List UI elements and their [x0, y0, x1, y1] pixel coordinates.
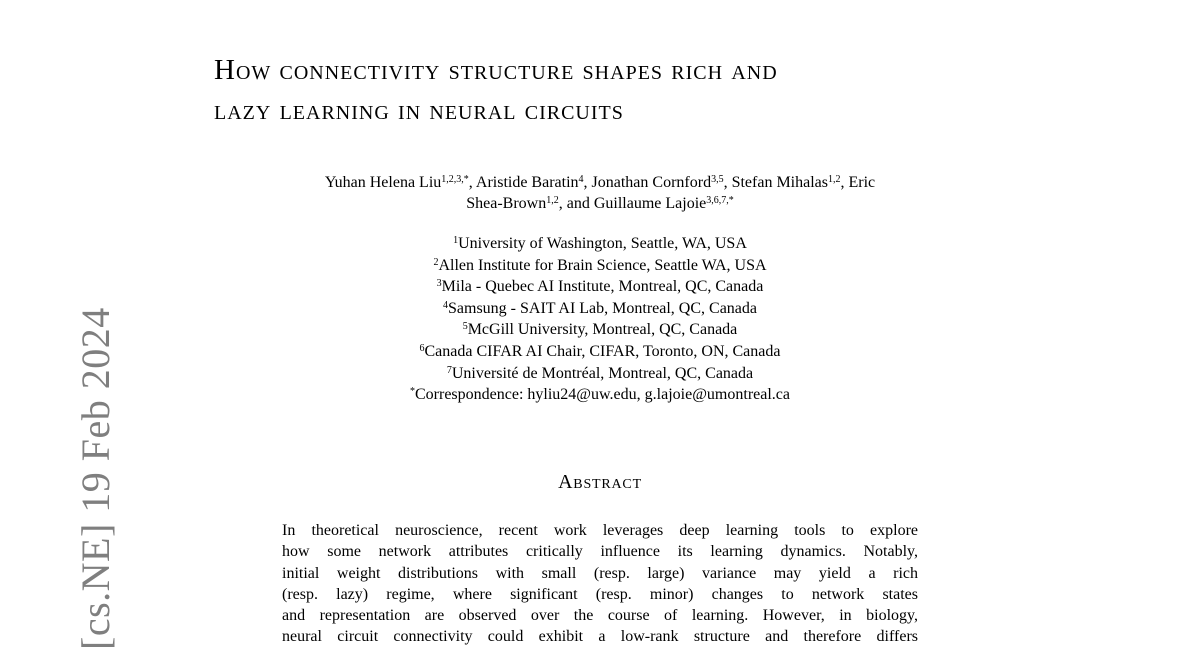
affil-mark: 5 — [462, 321, 468, 333]
affil-text: Allen Institute for Brain Science, Seattle WA, USA — [438, 256, 767, 274]
affil-mark: 7 — [446, 364, 452, 376]
affil-text: Samsung - SAIT AI Lab, Montreal, QC, Canada — [448, 299, 757, 317]
author-line-2 — [200, 193, 1000, 214]
arxiv-side-stamp — [28, 307, 118, 650]
title-line-1: How connectivity structure shapes rich and — [214, 54, 778, 86]
abstract-line: In theoretical neuroscience, recent work leverages deep learning tools to explore — [282, 522, 918, 539]
author-affil-mark: 1,2,3,* — [441, 174, 469, 185]
affil-text: University of Washington, Seattle, WA, USA — [458, 235, 747, 252]
author-affil-mark: 1,2 — [546, 195, 559, 206]
abstract-heading: Abstract — [558, 471, 642, 493]
title-line-2: lazy learning in neural circuits — [214, 94, 624, 126]
author-name: , Jonathan Cornford — [583, 174, 712, 191]
affil-mark: 2 — [433, 256, 439, 268]
abstract-line: (resp. lazy) regime, where significant (resp. minor) changes to network states — [282, 585, 918, 603]
affil-text: Canada CIFAR AI Chair, CIFAR, Toronto, ON, Canada — [424, 342, 781, 360]
affil-text: Correspondence: hyliu24@uw.edu, g.lajoie@umontreal.ca — [415, 386, 790, 404]
abstract-line: initial weight distributions with small (resp. large) variance may yield a rich — [282, 564, 918, 582]
abstract-line: neural circuit connectivity could exhibit a low-rank structure and therefore differs — [282, 628, 918, 646]
affil-text: McGill University, Montreal, QC, Canada — [467, 321, 738, 339]
affil-mark: 1 — [453, 235, 459, 246]
paper-title — [214, 50, 1034, 130]
abstract-line: how some network attributes critically influence its learning dynamics. Notably, — [282, 543, 918, 561]
author-affil-mark: 3,5 — [711, 174, 724, 185]
affil-mark: 4 — [443, 299, 448, 311]
affil-mark: 6 — [419, 342, 425, 354]
author-name: , and Guillaume Lajoie — [558, 195, 707, 212]
affiliation-list — [300, 233, 900, 406]
author-name: Shea-Brown — [466, 195, 547, 212]
author-affil-mark: 1,2 — [827, 174, 841, 185]
author-name: , Eric — [840, 174, 876, 191]
affil-text: Université de Montréal, Montreal, QC, Canada — [451, 364, 754, 382]
author-name: Yuhan Helena Liu — [324, 174, 442, 191]
affiliation-item — [300, 255, 900, 277]
affil-text: Mila - Quebec AI Institute, Montreal, QC, Canada — [441, 278, 764, 296]
affil-mark: * — [410, 386, 415, 398]
author-affil-mark: 4 — [578, 174, 584, 185]
affiliation-item — [300, 233, 900, 255]
arxiv-stamp-text: [cs.NE] 19 Feb 2024 — [73, 307, 118, 650]
abstract-body — [282, 520, 918, 648]
abstract-line: and representation are observed over the course of learning. However, in biology, — [282, 607, 918, 625]
affiliation-item — [300, 298, 900, 320]
affiliation-item — [300, 319, 900, 341]
author-name: , Aristide Baratin — [468, 174, 579, 191]
affil-mark: 3 — [436, 278, 442, 290]
affiliation-item — [300, 384, 900, 406]
affiliation-item — [300, 363, 900, 385]
author-affil-mark: 3,6,7,* — [706, 195, 734, 206]
author-name: , Stefan Mihalas — [723, 174, 828, 191]
affiliation-item — [300, 341, 900, 363]
affiliation-item — [300, 276, 900, 298]
author-list — [200, 172, 1000, 214]
author-line-1 — [200, 172, 1000, 193]
